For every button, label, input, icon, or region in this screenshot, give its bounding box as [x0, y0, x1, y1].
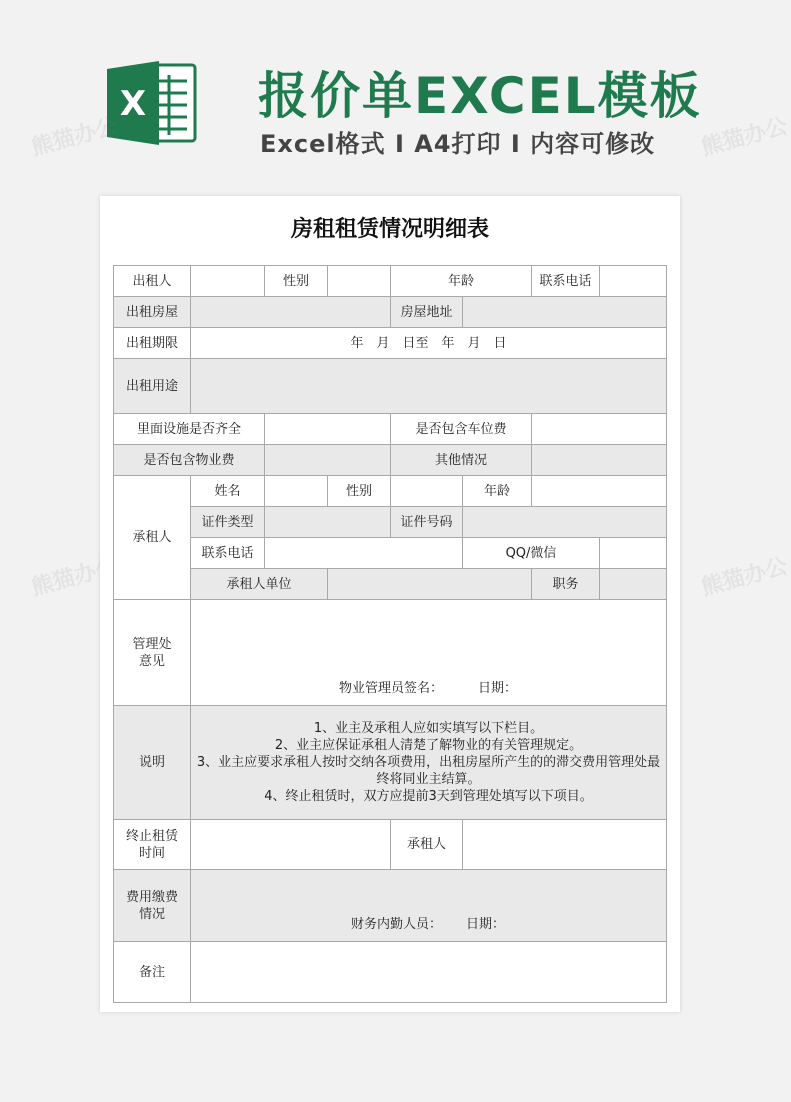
address-field[interactable]	[463, 297, 667, 328]
note-line: 4、终止租赁时，双方应提前3天到管理处填写以下项目。	[264, 789, 593, 804]
note-line: 2、业主应保证承租人清楚了解物业的有关管理规定。	[274, 738, 583, 753]
fee-label-line1: 费用缴费	[125, 889, 178, 905]
label-tenant-employer: 承租人单位	[191, 569, 328, 600]
property-fee-field[interactable]	[265, 445, 391, 476]
remarks-field[interactable]	[191, 942, 667, 1003]
watermark: 熊猫办公	[698, 553, 791, 601]
label-qq-wechat: QQ/微信	[463, 538, 600, 569]
id-number-field[interactable]	[463, 507, 667, 538]
position-field[interactable]	[600, 569, 667, 600]
termination-tenant-field[interactable]	[463, 820, 667, 870]
termination-label-line2: 时间	[138, 845, 165, 861]
fee-payment-field[interactable]	[191, 870, 667, 942]
form-sheet	[100, 196, 680, 1012]
fee-label-line2: 情况	[138, 906, 165, 922]
label-tenant-phone: 联系电话	[191, 538, 265, 569]
label-facilities: 里面设施是否齐全	[114, 414, 265, 445]
label-termination-tenant: 承租人	[391, 820, 463, 870]
label-fee-payment	[114, 870, 191, 942]
label-gender: 性别	[265, 266, 328, 297]
page-subtitle: Excel格式 I A4打印 I 内容可修改	[260, 130, 656, 158]
finance-date-label: 日期：	[466, 917, 506, 932]
label-tenant-gender: 性别	[328, 476, 391, 507]
label-property-fee: 是否包含物业费	[114, 445, 265, 476]
label-phone: 联系电话	[532, 266, 600, 297]
tenant-name-field[interactable]	[265, 476, 328, 507]
tenant-gender-field[interactable]	[391, 476, 463, 507]
tenant-employer-field[interactable]	[328, 569, 532, 600]
termination-label-line1: 终止租赁	[125, 828, 178, 844]
rental-period-field[interactable]: 年 月 日至 年 月 日	[191, 328, 667, 359]
label-termination-time	[114, 820, 191, 870]
label-notes: 说明	[114, 706, 191, 820]
page-title: 报价单EXCEL模板	[258, 67, 702, 125]
termination-time-field[interactable]	[191, 820, 391, 870]
note-line: 3、业主应要求承租人按时交纳各项费用，出租房屋所产生的的滞交费用管理处最终将同业主结算。	[196, 755, 661, 787]
label-rental-period: 出租期限	[114, 328, 191, 359]
management-opinion-field[interactable]	[191, 600, 667, 706]
logo-letter: X	[119, 84, 147, 124]
qq-wechat-field[interactable]	[600, 538, 667, 569]
label-address: 房屋地址	[391, 297, 463, 328]
label-management-opinion	[114, 600, 191, 706]
tenant-age-field[interactable]	[532, 476, 667, 507]
phone-field[interactable]	[600, 266, 667, 297]
label-tenant-name: 姓名	[191, 476, 265, 507]
other-field[interactable]	[532, 445, 667, 476]
excel-logo-icon	[103, 55, 199, 151]
label-rental-use: 出租用途	[114, 359, 191, 414]
label-age: 年龄	[391, 266, 532, 297]
finance-staff-label: 财务内勤人员：	[351, 917, 443, 932]
header	[0, 0, 780, 190]
gender-field[interactable]	[328, 266, 391, 297]
watermark: 熊猫办公	[28, 113, 121, 161]
label-position: 职务	[532, 569, 600, 600]
parking-fee-field[interactable]	[532, 414, 667, 445]
watermark: 熊猫办公	[28, 553, 121, 601]
note-line: 1、业主及承租人应如实填写以下栏目。	[313, 721, 544, 736]
id-type-field[interactable]	[265, 507, 391, 538]
manager-date-label: 日期：	[478, 681, 518, 696]
watermark: 熊猫办公	[698, 113, 791, 161]
label-remarks: 备注	[114, 942, 191, 1003]
label-id-type: 证件类型	[191, 507, 265, 538]
label-tenant: 承租人	[114, 476, 191, 600]
manager-signature-label: 物业管理员签名：	[339, 681, 444, 696]
label-parking-fee: 是否包含车位费	[391, 414, 532, 445]
facilities-field[interactable]	[265, 414, 391, 445]
label-tenant-age: 年龄	[463, 476, 532, 507]
label-landlord: 出租人	[114, 266, 191, 297]
document-title: 房租租赁情况明细表	[290, 217, 489, 242]
label-id-number: 证件号码	[391, 507, 463, 538]
label-other: 其他情况	[391, 445, 532, 476]
management-label-line1: 管理处	[132, 636, 172, 652]
rental-property-field[interactable]	[191, 297, 391, 328]
landlord-field[interactable]	[191, 266, 265, 297]
tenant-phone-field[interactable]	[265, 538, 463, 569]
label-rental-property: 出租房屋	[114, 297, 191, 328]
rental-use-field[interactable]	[191, 359, 667, 414]
notes-content	[191, 706, 667, 820]
rental-form-table	[113, 265, 667, 1003]
management-label-line2: 意见	[138, 653, 165, 669]
